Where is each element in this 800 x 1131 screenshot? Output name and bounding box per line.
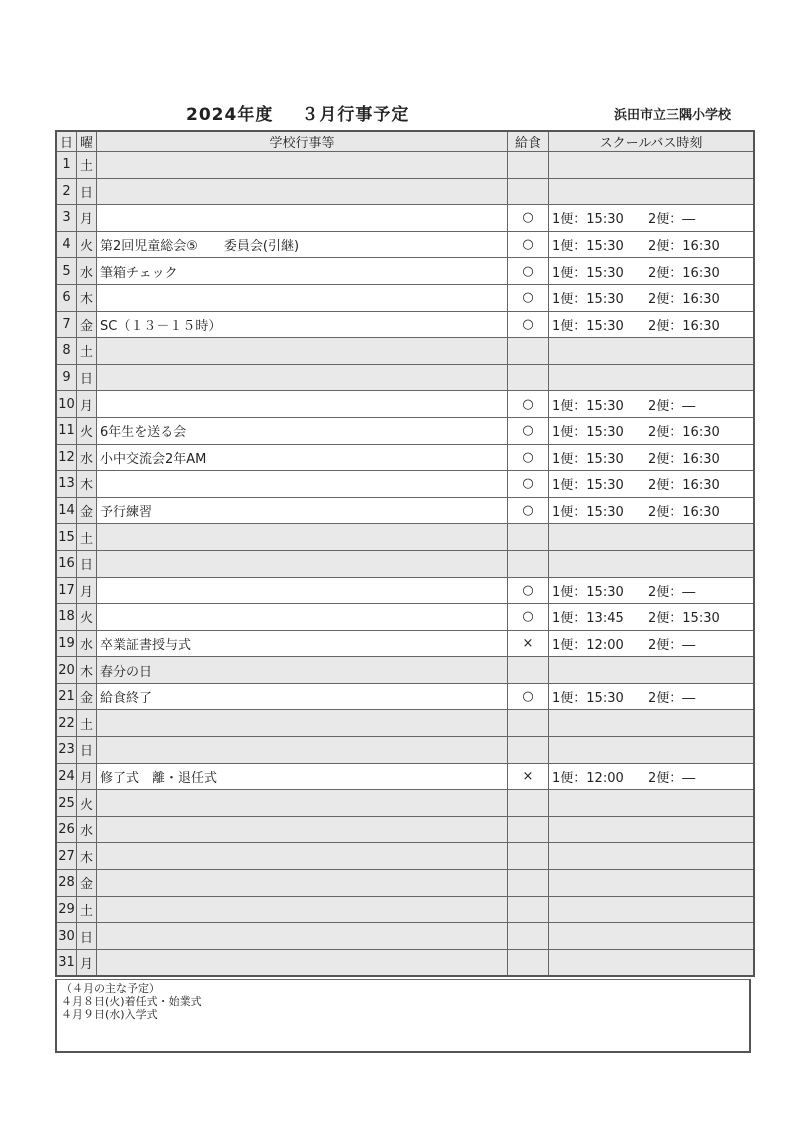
weekday-cell: 火 xyxy=(77,417,97,444)
table-row xyxy=(56,710,754,737)
next-month-notes xyxy=(55,979,751,1053)
day-cell: 14 xyxy=(56,497,77,524)
weekday-cell: 月 xyxy=(77,577,97,604)
day-cell: 24 xyxy=(56,763,77,790)
day-cell: 21 xyxy=(56,683,77,710)
bus-cell xyxy=(549,338,755,365)
bus-cell xyxy=(549,816,755,843)
day-cell: 19 xyxy=(56,630,77,657)
bus-cell xyxy=(549,284,755,311)
event-cell: 第2回児童総会⑤ 委員会(引継) xyxy=(97,231,508,258)
weekday-cell: 水 xyxy=(77,258,97,285)
day-cell: 15 xyxy=(56,524,77,551)
table-row xyxy=(56,843,754,870)
bus-first-time: 1便：15:30 xyxy=(552,239,624,255)
table-row xyxy=(56,284,754,311)
day-cell: 13 xyxy=(56,471,77,498)
table-row xyxy=(56,737,754,764)
weekday-cell: 土 xyxy=(77,152,97,179)
bus-cell xyxy=(549,152,755,179)
bus-cell xyxy=(549,444,755,471)
bus-cell xyxy=(549,870,755,897)
meal-cell xyxy=(508,710,549,737)
weekday-cell: 月 xyxy=(77,391,97,418)
table-row xyxy=(56,923,754,950)
day-cell: 11 xyxy=(56,417,77,444)
day-cell: 28 xyxy=(56,870,77,897)
meal-cell: ○ xyxy=(508,497,549,524)
bus-first-time: 1便：15:30 xyxy=(552,478,624,494)
event-cell xyxy=(97,524,508,551)
meal-cell xyxy=(508,843,549,870)
title-year: 2024年度 xyxy=(186,105,274,125)
weekday-cell: 火 xyxy=(77,231,97,258)
bus-cell xyxy=(549,205,755,232)
day-cell: 23 xyxy=(56,737,77,764)
bus-second-time: 2便：― xyxy=(648,212,696,228)
day-cell: 9 xyxy=(56,364,77,391)
weekday-cell: 木 xyxy=(77,843,97,870)
col-bus-header: スクールバス時刻 xyxy=(549,131,755,152)
bus-first-time: 1便：15:30 xyxy=(552,398,624,414)
bus-cell xyxy=(549,550,755,577)
weekday-cell: 木 xyxy=(77,284,97,311)
day-cell: 29 xyxy=(56,896,77,923)
meal-cell xyxy=(508,816,549,843)
day-cell: 30 xyxy=(56,923,77,950)
weekday-cell: 木 xyxy=(77,657,97,684)
bus-second-time: 2便：― xyxy=(648,691,696,707)
bus-first-time: 1便：15:30 xyxy=(552,318,624,334)
weekday-cell: 土 xyxy=(77,338,97,365)
weekday-cell: 月 xyxy=(77,205,97,232)
bus-cell xyxy=(549,524,755,551)
table-row xyxy=(56,471,754,498)
meal-cell: × xyxy=(508,763,549,790)
table-row xyxy=(56,630,754,657)
col-dow-header: 曜 xyxy=(77,131,97,152)
event-cell xyxy=(97,896,508,923)
col-events-header: 学校行事等 xyxy=(97,131,508,152)
event-cell xyxy=(97,152,508,179)
event-cell: 春分の日 xyxy=(97,657,508,684)
bus-cell xyxy=(549,949,755,976)
event-cell: 予行練習 xyxy=(97,497,508,524)
event-cell xyxy=(97,364,508,391)
bus-cell xyxy=(549,896,755,923)
bus-second-time: 2便：― xyxy=(648,584,696,600)
notes-line: ４月９日(水)入学式 xyxy=(61,1008,158,1021)
meal-cell xyxy=(508,949,549,976)
table-row xyxy=(56,311,754,338)
meal-cell: ○ xyxy=(508,417,549,444)
bus-cell xyxy=(549,710,755,737)
table-row xyxy=(56,444,754,471)
bus-cell xyxy=(549,311,755,338)
weekday-cell: 火 xyxy=(77,604,97,631)
table-row xyxy=(56,497,754,524)
meal-cell: ○ xyxy=(508,577,549,604)
table-row xyxy=(56,391,754,418)
meal-cell: × xyxy=(508,630,549,657)
bus-second-time: 2便：16:30 xyxy=(648,292,720,308)
bus-second-time: 2便：16:30 xyxy=(648,239,720,255)
meal-cell: ○ xyxy=(508,284,549,311)
meal-cell: ○ xyxy=(508,231,549,258)
weekday-cell: 月 xyxy=(77,763,97,790)
weekday-cell: 土 xyxy=(77,896,97,923)
meal-cell: ○ xyxy=(508,604,549,631)
bus-second-time: 2便：16:30 xyxy=(648,265,720,281)
weekday-cell: 水 xyxy=(77,444,97,471)
bus-second-time: 2便：― xyxy=(648,770,696,786)
table-row xyxy=(56,178,754,205)
bus-cell xyxy=(549,258,755,285)
table-row xyxy=(56,524,754,551)
event-cell: 修了式 離・退任式 xyxy=(97,763,508,790)
event-cell xyxy=(97,550,508,577)
day-cell: 6 xyxy=(56,284,77,311)
event-cell xyxy=(97,284,508,311)
bus-first-time: 1便：15:30 xyxy=(552,265,624,281)
bus-second-time: 2便：16:30 xyxy=(648,318,720,334)
table-row xyxy=(56,870,754,897)
bus-cell xyxy=(549,657,755,684)
table-row xyxy=(56,790,754,817)
bus-first-time: 1便：15:30 xyxy=(552,425,624,441)
table-row xyxy=(56,205,754,232)
meal-cell xyxy=(508,524,549,551)
meal-cell xyxy=(508,550,549,577)
table-row xyxy=(56,816,754,843)
bus-first-time: 1便：15:30 xyxy=(552,505,624,521)
day-cell: 12 xyxy=(56,444,77,471)
bus-first-time: 1便：15:30 xyxy=(552,292,624,308)
bus-second-time: 2便：― xyxy=(648,398,696,414)
meal-cell xyxy=(508,152,549,179)
weekday-cell: 土 xyxy=(77,524,97,551)
day-cell: 8 xyxy=(56,338,77,365)
col-day-header: 日 xyxy=(56,131,77,152)
weekday-cell: 日 xyxy=(77,178,97,205)
col-meal-header: 給食 xyxy=(508,131,549,152)
weekday-cell: 月 xyxy=(77,949,97,976)
day-cell: 3 xyxy=(56,205,77,232)
event-cell xyxy=(97,816,508,843)
weekday-cell: 日 xyxy=(77,364,97,391)
day-cell: 27 xyxy=(56,843,77,870)
bus-cell xyxy=(549,630,755,657)
event-cell: 給食終了 xyxy=(97,683,508,710)
meal-cell xyxy=(508,923,549,950)
bus-second-time: 2便：16:30 xyxy=(648,451,720,467)
weekday-cell: 金 xyxy=(77,683,97,710)
day-cell: 17 xyxy=(56,577,77,604)
meal-cell: ○ xyxy=(508,444,549,471)
table-row xyxy=(56,338,754,365)
notes-heading: （４月の主な予定） xyxy=(61,982,160,995)
table-row xyxy=(56,550,754,577)
meal-cell: ○ xyxy=(508,391,549,418)
meal-cell: ○ xyxy=(508,205,549,232)
bus-first-time: 1便：15:30 xyxy=(552,212,624,228)
bus-cell xyxy=(549,364,755,391)
event-cell: 小中交流会2年AM xyxy=(97,444,508,471)
day-cell: 22 xyxy=(56,710,77,737)
table-row xyxy=(56,231,754,258)
weekday-cell: 金 xyxy=(77,870,97,897)
table-row xyxy=(56,683,754,710)
table-row xyxy=(56,949,754,976)
meal-cell xyxy=(508,790,549,817)
bus-cell xyxy=(549,577,755,604)
event-cell xyxy=(97,205,508,232)
bus-cell xyxy=(549,790,755,817)
meal-cell xyxy=(508,338,549,365)
bus-cell xyxy=(549,178,755,205)
day-cell: 31 xyxy=(56,949,77,976)
bus-first-time: 1便：15:30 xyxy=(552,451,624,467)
table-row xyxy=(56,657,754,684)
event-cell xyxy=(97,391,508,418)
event-cell xyxy=(97,338,508,365)
table-row xyxy=(56,896,754,923)
bus-first-time: 1便：13:45 xyxy=(552,611,624,627)
event-cell xyxy=(97,577,508,604)
bus-cell xyxy=(549,763,755,790)
day-cell: 16 xyxy=(56,550,77,577)
weekday-cell: 水 xyxy=(77,630,97,657)
table-row xyxy=(56,258,754,285)
table-row xyxy=(56,577,754,604)
header-row xyxy=(56,131,754,152)
weekday-cell: 日 xyxy=(77,737,97,764)
meal-cell xyxy=(508,737,549,764)
bus-first-time: 1便：12:00 xyxy=(552,637,624,653)
title-month: ３月行事予定 xyxy=(301,105,410,125)
bus-first-time: 1便：12:00 xyxy=(552,770,624,786)
meal-cell xyxy=(508,364,549,391)
event-cell xyxy=(97,178,508,205)
meal-cell xyxy=(508,178,549,205)
bus-cell xyxy=(549,604,755,631)
day-cell: 10 xyxy=(56,391,77,418)
weekday-cell: 火 xyxy=(77,790,97,817)
bus-cell xyxy=(549,231,755,258)
bus-first-time: 1便：15:30 xyxy=(552,584,624,600)
day-cell: 25 xyxy=(56,790,77,817)
day-cell: 2 xyxy=(56,178,77,205)
weekday-cell: 日 xyxy=(77,550,97,577)
event-cell xyxy=(97,710,508,737)
day-cell: 7 xyxy=(56,311,77,338)
bus-cell xyxy=(549,497,755,524)
day-cell: 18 xyxy=(56,604,77,631)
notes-line: ４月８日(火)着任式・始業式 xyxy=(61,995,202,1008)
table-row xyxy=(56,417,754,444)
weekday-cell: 水 xyxy=(77,816,97,843)
day-cell: 4 xyxy=(56,231,77,258)
bus-second-time: 2便：16:30 xyxy=(648,505,720,521)
event-cell: 筆箱チェック xyxy=(97,258,508,285)
meal-cell xyxy=(508,896,549,923)
table-row xyxy=(56,604,754,631)
bus-second-time: 2便：15:30 xyxy=(648,611,720,627)
day-cell: 20 xyxy=(56,657,77,684)
day-cell: 1 xyxy=(56,152,77,179)
event-cell xyxy=(97,870,508,897)
bus-second-time: 2便：16:30 xyxy=(648,478,720,494)
event-cell xyxy=(97,790,508,817)
school-name: 浜田市立三隅小学校 xyxy=(614,108,732,123)
meal-cell: ○ xyxy=(508,683,549,710)
table-row xyxy=(56,763,754,790)
bus-cell xyxy=(549,923,755,950)
day-cell: 26 xyxy=(56,816,77,843)
bus-first-time: 1便：15:30 xyxy=(552,691,624,707)
meal-cell xyxy=(508,870,549,897)
bus-cell xyxy=(549,471,755,498)
weekday-cell: 木 xyxy=(77,471,97,498)
bus-cell xyxy=(549,391,755,418)
event-cell xyxy=(97,471,508,498)
event-cell: SC（１３－１５時） xyxy=(97,311,508,338)
weekday-cell: 金 xyxy=(77,311,97,338)
event-cell: 卒業証書授与式 xyxy=(97,630,508,657)
meal-cell xyxy=(508,657,549,684)
bus-second-time: 2便：16:30 xyxy=(648,425,720,441)
bus-cell xyxy=(549,683,755,710)
table-row xyxy=(56,152,754,179)
event-cell xyxy=(97,737,508,764)
meal-cell: ○ xyxy=(508,258,549,285)
bus-cell xyxy=(549,417,755,444)
event-cell xyxy=(97,843,508,870)
table-row xyxy=(56,364,754,391)
schedule-table xyxy=(55,130,755,977)
meal-cell: ○ xyxy=(508,311,549,338)
event-cell xyxy=(97,604,508,631)
weekday-cell: 日 xyxy=(77,923,97,950)
weekday-cell: 土 xyxy=(77,710,97,737)
bus-cell xyxy=(549,737,755,764)
day-cell: 5 xyxy=(56,258,77,285)
weekday-cell: 金 xyxy=(77,497,97,524)
bus-second-time: 2便：― xyxy=(648,637,696,653)
page-title xyxy=(186,100,409,125)
meal-cell: ○ xyxy=(508,471,549,498)
event-cell xyxy=(97,923,508,950)
event-cell xyxy=(97,949,508,976)
bus-cell xyxy=(549,843,755,870)
event-cell: 6年生を送る会 xyxy=(97,417,508,444)
